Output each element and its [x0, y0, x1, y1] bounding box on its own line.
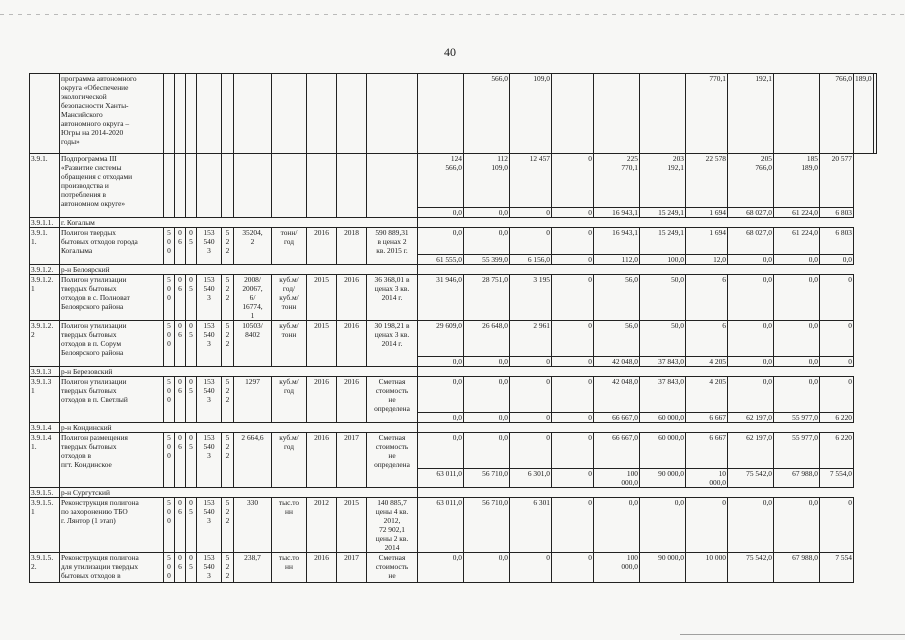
funding-g-8: 0,0: [728, 498, 774, 553]
code-digit-2: 0 6: [175, 321, 186, 367]
empty-cell: [272, 154, 307, 218]
code-digit-2: 0 6: [175, 275, 186, 321]
funding-g-5: 66 667,0: [594, 433, 640, 469]
code-digit-4: 153 540 3: [197, 377, 222, 423]
total-g-7: 4 205: [686, 357, 728, 367]
code-digit-2: 0 6: [175, 228, 186, 265]
empty-cell: [337, 74, 367, 154]
funding-g-10: 7 554: [820, 553, 854, 583]
funding-cell: [418, 74, 464, 154]
estimated-cost: Сметная стоимость не определена: [367, 433, 418, 488]
item-code: 3.9.1.2. 1: [30, 275, 60, 321]
unit: тыс.то нн: [272, 498, 307, 553]
section-name: р-н Кондинский: [60, 423, 418, 433]
total-g-4: 0: [552, 255, 594, 265]
funding-g-3: 0: [510, 553, 552, 583]
table-row: [30, 228, 877, 255]
funding-g-7: 22 578: [686, 154, 728, 208]
end-year: 2016: [337, 275, 367, 321]
funding-g-6: 37 843,0: [640, 377, 686, 413]
funding-g-7: 6 667: [686, 433, 728, 469]
total-g-8: 0,0: [728, 255, 774, 265]
page-number: 40: [444, 45, 456, 59]
scan-edge-bottom: [680, 634, 905, 635]
code-digit-2: 0 6: [175, 377, 186, 423]
funding-g-10: 0: [820, 377, 854, 413]
total-g-10: 0: [820, 357, 854, 367]
item-code: 3.9.1.5. 1: [30, 498, 60, 553]
code-cell: [30, 74, 60, 154]
code-digit-4: 153 540 3: [197, 553, 222, 583]
capacity: 2 664,6: [234, 433, 272, 488]
funding-cell: [774, 74, 820, 154]
total-g-10: 6 803: [820, 208, 854, 218]
item-code: 3.9.1.5. 2.: [30, 553, 60, 583]
total-g-2: 0,0: [464, 413, 510, 423]
funding-g-1: 0,0: [418, 433, 464, 469]
funding-g-7: 1 694: [686, 228, 728, 255]
table-row: [30, 488, 877, 498]
total-g-7: 10 000,0: [686, 469, 728, 488]
total-g-5: 16 943,1: [594, 208, 640, 218]
estimated-cost: 140 885,7 цены 4 кв. 2012, 72 902,1 цены 2 кв. 2014: [367, 498, 418, 553]
funding-g-8: 62 197,0: [728, 433, 774, 469]
unit: тыс.то нн: [272, 553, 307, 583]
code-digit-1: 5 0 0: [164, 498, 175, 553]
section-code: 3.9.1.3: [30, 367, 60, 377]
funding-g-5: 16 943,1: [594, 228, 640, 255]
total-g-8: 75 542,0: [728, 469, 774, 488]
total-g-10: 6 220: [820, 413, 854, 423]
table-row: [30, 74, 877, 154]
funding-g-2: 0,0: [464, 377, 510, 413]
funding-g-10: 0: [820, 321, 854, 357]
funding-g-10: 0: [820, 275, 854, 321]
funding-g-4: 0: [552, 553, 594, 583]
unit: куб.м/ год: [272, 377, 307, 423]
total-g-8: 0,0: [728, 357, 774, 367]
funding-g-5: 56,0: [594, 321, 640, 357]
funding-cell: 109,0: [510, 74, 552, 154]
estimated-cost: Сметная стоимость не определена: [367, 377, 418, 423]
empty-cell: [175, 74, 186, 154]
total-g-3: 0: [510, 208, 552, 218]
funding-g-3: 6 301: [510, 498, 552, 553]
code-digit-4: 153 540 3: [197, 228, 222, 265]
funding-g-3: 2 961: [510, 321, 552, 357]
table-body: [30, 74, 877, 583]
funding-g-9: 0,0: [774, 377, 820, 413]
unit: куб.м/ тонн: [272, 321, 307, 367]
total-g-1: 63 011,0: [418, 469, 464, 488]
table-row: [30, 265, 877, 275]
code-digit-2: 0 6: [175, 553, 186, 583]
capacity: 35204, 2: [234, 228, 272, 265]
end-year: 2017: [337, 433, 367, 488]
funding-g-5: 100 000,0: [594, 553, 640, 583]
empty-cell: [337, 154, 367, 218]
capacity: 1297: [234, 377, 272, 423]
object-name: Полигон размещения твердых бытовых отходов в пгт. Кондинское: [60, 433, 164, 488]
total-g-9: 61 224,0: [774, 208, 820, 218]
funding-g-6: 50,0: [640, 275, 686, 321]
code-digit-4: 153 540 3: [197, 275, 222, 321]
empty-cell: [164, 154, 175, 218]
total-g-2: 0,0: [464, 357, 510, 367]
table-row: [30, 553, 877, 583]
total-g-6: 15 249,1: [640, 208, 686, 218]
object-name: Полигон утилизации твердых бытовых отходов в с. Полноват Белоярского района: [60, 275, 164, 321]
funding-cell: [640, 74, 686, 154]
code-digit-1: 5 0 0: [164, 275, 175, 321]
code-digit-1: 5 0 0: [164, 321, 175, 367]
capacity: 330: [234, 498, 272, 553]
item-code: 3.9.1. 1.: [30, 228, 60, 265]
code-digit-2: 0 6: [175, 433, 186, 488]
funding-g-3: 12 457: [510, 154, 552, 208]
end-year: 2018: [337, 228, 367, 265]
table-row: [30, 154, 877, 208]
total-g-6: 100,0: [640, 255, 686, 265]
total-g-1: 0,0: [418, 208, 464, 218]
funding-g-7: 10 000: [686, 553, 728, 583]
section-name: р-н Сургутский: [60, 488, 418, 498]
funding-cell: 192,1: [728, 74, 774, 154]
estimated-cost: 36 368,01 в ценах 3 кв. 2014 г.: [367, 275, 418, 321]
total-g-7: 1 694: [686, 208, 728, 218]
code-digit-3: 0 5: [186, 498, 197, 553]
funding-g-6: 203 192,1: [640, 154, 686, 208]
total-g-5: 112,0: [594, 255, 640, 265]
start-year: 2016: [307, 377, 337, 423]
estimated-cost: 30 198,21 в ценах 3 кв. 2014 г.: [367, 321, 418, 367]
scan-edge-top: [0, 14, 905, 15]
funding-g-1: 0,0: [418, 553, 464, 583]
funding-g-9: 67 988,0: [774, 553, 820, 583]
table-row: [30, 275, 877, 321]
funding-g-4: 0: [552, 154, 594, 208]
funding-g-5: 42 048,0: [594, 377, 640, 413]
empty-cell: [186, 74, 197, 154]
code-digit-3: 0 5: [186, 228, 197, 265]
funding-g-3: 0: [510, 377, 552, 413]
funding-g-3: 3 195: [510, 275, 552, 321]
item-name: Подпрограмма III «Развитие системы обращения с отходами производства и потребления в автономном округе»: [60, 154, 164, 218]
start-year: 2016: [307, 553, 337, 583]
code-digit-1: 5 0 0: [164, 433, 175, 488]
code-digit-2: 0 6: [175, 498, 186, 553]
code-digit-5: 5 2 2: [222, 433, 234, 488]
code-digit-4: 153 540 3: [197, 321, 222, 367]
funding-g-3: 0: [510, 228, 552, 255]
funding-g-8: 68 027,0: [728, 228, 774, 255]
total-g-10: 0,0: [820, 255, 854, 265]
code-digit-1: 5 0 0: [164, 228, 175, 265]
empty-cell: [222, 74, 234, 154]
funding-g-3: 0: [510, 433, 552, 469]
funding-g-1: 124 566,0: [418, 154, 464, 208]
funding-g-6: 0,0: [640, 498, 686, 553]
code-digit-3: 0 5: [186, 321, 197, 367]
code-digit-3: 0 5: [186, 275, 197, 321]
total-g-8: 62 197,0: [728, 413, 774, 423]
start-year: 2012: [307, 498, 337, 553]
funding-cell: [873, 74, 876, 154]
start-year: 2016: [307, 433, 337, 488]
item-code: 3.9.1.4 1.: [30, 433, 60, 488]
funding-g-9: 0,0: [774, 275, 820, 321]
funding-g-4: 0: [552, 433, 594, 469]
total-g-3: 6 156,0: [510, 255, 552, 265]
total-g-7: 12,0: [686, 255, 728, 265]
object-name: Реконструкция полигона по захоронению ТБО г. Лянтор (1 этап): [60, 498, 164, 553]
funding-g-6: 50,0: [640, 321, 686, 357]
start-year: 2015: [307, 321, 337, 367]
empty-cell: [234, 74, 272, 154]
funding-g-2: 0,0: [464, 553, 510, 583]
funding-g-10: 0: [820, 498, 854, 553]
code-digit-1: 5 0 0: [164, 553, 175, 583]
object-name: Реконструкция полигона для утилизации твердых бытовых отходов в: [60, 553, 164, 583]
estimated-cost: 590 889,31 в ценах 2 кв. 2015 г.: [367, 228, 418, 265]
start-year: 2015: [307, 275, 337, 321]
funding-g-9: 0,0: [774, 498, 820, 553]
funding-g-6: 60 000,0: [640, 433, 686, 469]
funding-g-5: 56,0: [594, 275, 640, 321]
total-g-9: 0,0: [774, 357, 820, 367]
object-name: Полигон утилизации твердых бытовых отходов в п. Светлый: [60, 377, 164, 423]
total-g-9: 55 977,0: [774, 413, 820, 423]
funding-g-6: 15 249,1: [640, 228, 686, 255]
section-name: г. Когалым: [60, 218, 418, 228]
funding-g-5: 225 770,1: [594, 154, 640, 208]
funding-cell: 766,0: [820, 74, 854, 154]
end-year: 2017: [337, 553, 367, 583]
total-g-3: 6 301,0: [510, 469, 552, 488]
funding-cell: 189,0: [854, 74, 874, 154]
code-digit-4: 153 540 3: [197, 433, 222, 488]
total-g-1: 0,0: [418, 413, 464, 423]
funding-g-4: 0: [552, 321, 594, 357]
funding-g-2: 28 751,0: [464, 275, 510, 321]
total-g-7: 6 667: [686, 413, 728, 423]
section-name: р-н Березовский: [60, 367, 418, 377]
total-g-5: 100 000,0: [594, 469, 640, 488]
item-code: 3.9.1.: [30, 154, 60, 218]
start-year: 2016: [307, 228, 337, 265]
code-digit-5: 5 2 2: [222, 321, 234, 367]
item-code: 3.9.1.3 1: [30, 377, 60, 423]
funding-g-10: 6 803: [820, 228, 854, 255]
total-g-6: 60 000,0: [640, 413, 686, 423]
empty-cell: [234, 154, 272, 218]
unit: куб.м/ год: [272, 433, 307, 488]
empty-cell: [272, 74, 307, 154]
funding-g-1: 31 946,0: [418, 275, 464, 321]
empty-cell: [186, 154, 197, 218]
section-code: 3.9.1.2.: [30, 265, 60, 275]
funding-g-8: 0,0: [728, 321, 774, 357]
capacity: 238,7: [234, 553, 272, 583]
item-code: 3.9.1.2. 2: [30, 321, 60, 367]
funding-g-2: 0,0: [464, 433, 510, 469]
total-g-2: 0,0: [464, 208, 510, 218]
empty-cell: [197, 154, 222, 218]
funding-g-8: 0,0: [728, 377, 774, 413]
capacity: 10503/ 8402: [234, 321, 272, 367]
funding-g-9: 185 189,0: [774, 154, 820, 208]
unit: тонн/ год: [272, 228, 307, 265]
funding-cell: [552, 74, 594, 154]
total-g-8: 68 027,0: [728, 208, 774, 218]
funding-g-2: 0,0: [464, 228, 510, 255]
code-digit-5: 5 2 2: [222, 498, 234, 553]
object-name: Полигон утилизации твердых бытовых отходов в п. Сорум Белоярского района: [60, 321, 164, 367]
capacity: 2008/ 20067, 6/ 16774, 1: [234, 275, 272, 321]
funding-g-4: 0: [552, 228, 594, 255]
code-digit-5: 5 2 2: [222, 377, 234, 423]
total-g-2: 56 710,0: [464, 469, 510, 488]
total-g-5: 66 667,0: [594, 413, 640, 423]
total-g-9: 67 988,0: [774, 469, 820, 488]
total-g-1: 0,0: [418, 357, 464, 367]
section-code: 3.9.1.1.: [30, 218, 60, 228]
funding-g-8: 205 766,0: [728, 154, 774, 208]
funding-g-4: 0: [552, 498, 594, 553]
table-row: [30, 433, 877, 469]
end-year: 2016: [337, 377, 367, 423]
total-g-5: 42 048,0: [594, 357, 640, 367]
object-name: Полигон твердых бытовых отходов города Когалыма: [60, 228, 164, 265]
funding-g-8: 75 542,0: [728, 553, 774, 583]
empty-cell: [367, 154, 418, 218]
estimated-cost: Сметная стоимость не: [367, 553, 418, 583]
total-g-9: 0,0: [774, 255, 820, 265]
table-row: [30, 377, 877, 413]
empty-cell: [222, 154, 234, 218]
total-g-4: 0: [552, 357, 594, 367]
funding-g-7: 0: [686, 498, 728, 553]
funding-cell: [594, 74, 640, 154]
funding-g-10: 6 220: [820, 433, 854, 469]
total-g-10: 7 554,0: [820, 469, 854, 488]
section-name: р-н Белоярский: [60, 265, 418, 275]
end-year: 2016: [337, 321, 367, 367]
empty-cell: [197, 74, 222, 154]
item-name: программа автономного округа «Обеспечение экологической безопасности Ханты- Мансийского автономного округа – Югры на 2014-2020 годы»: [60, 74, 164, 154]
investment-objects-table: [29, 73, 877, 583]
funding-g-6: 90 000,0: [640, 553, 686, 583]
funding-g-1: 0,0: [418, 377, 464, 413]
total-g-6: 90 000,0: [640, 469, 686, 488]
code-digit-3: 0 5: [186, 377, 197, 423]
code-digit-1: 5 0 0: [164, 377, 175, 423]
empty-cell: [367, 74, 418, 154]
unit: куб.м/ год/ куб.м/ тонн: [272, 275, 307, 321]
funding-g-7: 6: [686, 275, 728, 321]
section-code: 3.9.1.4: [30, 423, 60, 433]
empty-cell: [307, 154, 337, 218]
code-digit-3: 0 5: [186, 433, 197, 488]
table-row: [30, 423, 877, 433]
code-digit-4: 153 540 3: [197, 498, 222, 553]
funding-g-4: 0: [552, 377, 594, 413]
table-row: [30, 367, 877, 377]
funding-g-7: 4 205: [686, 377, 728, 413]
total-g-3: 0: [510, 413, 552, 423]
funding-cell: 770,1: [686, 74, 728, 154]
funding-g-5: 0,0: [594, 498, 640, 553]
empty-cell: [164, 74, 175, 154]
funding-g-7: 6: [686, 321, 728, 357]
total-g-6: 37 843,0: [640, 357, 686, 367]
total-g-4: 0: [552, 208, 594, 218]
funding-g-9: 0,0: [774, 321, 820, 357]
code-digit-5: 5 2 2: [222, 553, 234, 583]
table-row: [30, 498, 877, 553]
funding-g-1: 63 011,0: [418, 498, 464, 553]
funding-g-1: 0,0: [418, 228, 464, 255]
funding-g-4: 0: [552, 275, 594, 321]
section-code: 3.9.1.5.: [30, 488, 60, 498]
table-row: [30, 218, 877, 228]
total-g-2: 55 399,0: [464, 255, 510, 265]
funding-g-2: 56 710,0: [464, 498, 510, 553]
funding-cell: 566,0: [464, 74, 510, 154]
code-digit-3: 0 5: [186, 553, 197, 583]
funding-g-9: 55 977,0: [774, 433, 820, 469]
code-digit-5: 5 2 2: [222, 275, 234, 321]
empty-cell: [307, 74, 337, 154]
end-year: 2015: [337, 498, 367, 553]
code-digit-5: 5 2 2: [222, 228, 234, 265]
table-row: [30, 321, 877, 357]
total-g-4: 0: [552, 413, 594, 423]
funding-g-1: 29 609,0: [418, 321, 464, 357]
funding-g-9: 61 224,0: [774, 228, 820, 255]
funding-g-2: 112 109,0: [464, 154, 510, 208]
total-g-1: 61 555,0: [418, 255, 464, 265]
funding-g-8: 0,0: [728, 275, 774, 321]
empty-cell: [175, 154, 186, 218]
funding-g-10: 20 577: [820, 154, 854, 208]
total-g-4: 0: [552, 469, 594, 488]
total-g-3: 0: [510, 357, 552, 367]
funding-g-2: 26 648,0: [464, 321, 510, 357]
